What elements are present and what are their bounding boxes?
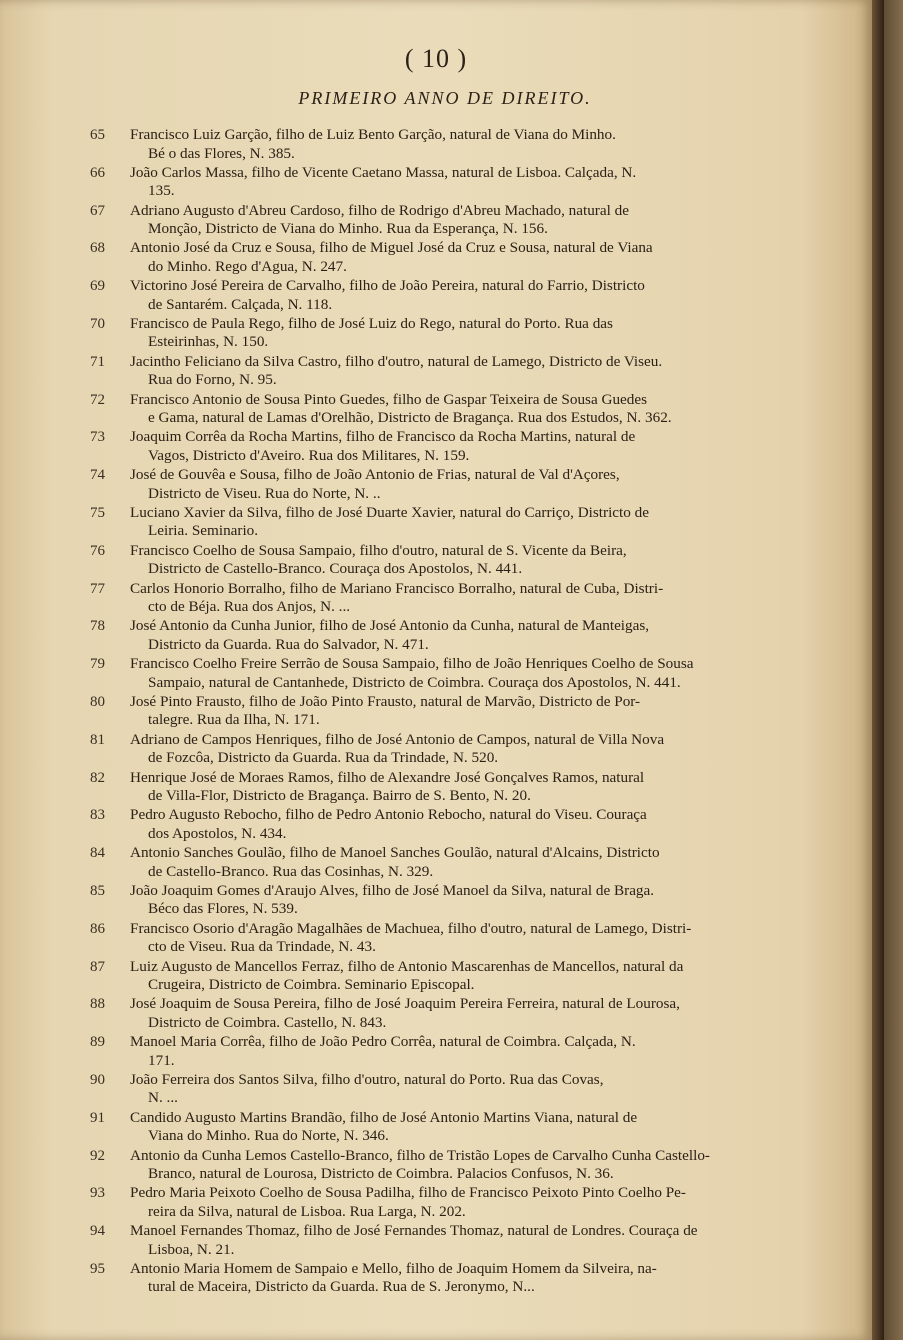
entry-line-1: José Antonio da Cunha Junior, filho de José Antonio da Cunha, natural de Manteigas, bbox=[130, 617, 650, 635]
student-entry bbox=[90, 655, 802, 693]
entry-line-1: Jacintho Feliciano da Silva Castro, filho d'outro, natural de Lamego, Districto de Viseu. bbox=[130, 352, 663, 370]
entry-line-2: e Gama, natural de Lamas d'Orelhão, Districto de Bragança. Rua dos Estudos, N. 362. bbox=[148, 409, 672, 427]
entry-line-1: Luciano Xavier da Silva, filho de José Duarte Xavier, natural do Carriço, Districto de bbox=[130, 503, 649, 521]
entry-line-2: Viana do Minho. Rua do Norte, N. 346. bbox=[148, 1127, 389, 1145]
entry-line-1: Candido Augusto Martins Brandão, filho de José Antonio Martins Viana, natural de bbox=[130, 1108, 638, 1126]
student-entry bbox=[90, 769, 802, 807]
entry-number: 77 bbox=[90, 580, 105, 597]
student-entry bbox=[90, 428, 802, 466]
entry-line-2: reira da Silva, natural de Lisboa. Rua Larga, N. 202. bbox=[148, 1202, 466, 1220]
entry-line-2: Districto de Coimbra. Castello, N. 843. bbox=[148, 1013, 387, 1031]
student-entry bbox=[90, 1109, 802, 1147]
entry-number: 66 bbox=[90, 164, 105, 181]
entry-line-1: Francisco Coelho de Sousa Sampaio, filho d'outro, natural de S. Vicente da Beira, bbox=[130, 541, 627, 559]
entry-number: 76 bbox=[90, 542, 105, 559]
student-entry bbox=[90, 277, 802, 315]
entry-number: 91 bbox=[90, 1109, 105, 1126]
entry-number: 82 bbox=[90, 769, 105, 786]
student-entry bbox=[90, 1184, 802, 1222]
entry-line-2: cto de Viseu. Rua da Trindade, N. 43. bbox=[148, 938, 376, 956]
student-entry bbox=[90, 1071, 802, 1109]
entry-line-1: Victorino José Pereira de Carvalho, filho de João Pereira, natural do Farrio, Districto bbox=[130, 277, 645, 295]
student-entry bbox=[90, 1260, 802, 1298]
entry-line-2: 135. bbox=[148, 182, 175, 200]
entry-number: 80 bbox=[90, 693, 105, 710]
entry-line-2: cto de Béja. Rua dos Anjos, N. ... bbox=[148, 598, 351, 616]
student-entry bbox=[90, 693, 802, 731]
entry-line-2: Esteirinhas, N. 150. bbox=[148, 333, 269, 351]
entry-number: 85 bbox=[90, 882, 105, 899]
student-entry bbox=[90, 580, 802, 618]
entry-number: 84 bbox=[90, 845, 105, 862]
entry-number: 67 bbox=[90, 202, 105, 219]
entry-number: 72 bbox=[90, 391, 105, 408]
entry-line-2: Crugeira, Districto de Coimbra. Seminario Episcopal. bbox=[148, 976, 475, 994]
entry-line-1: Henrique José de Moraes Ramos, filho de Alexandre José Gonçalves Ramos, natural bbox=[130, 768, 645, 786]
entry-line-2: Bé o das Flores, N. 385. bbox=[148, 144, 295, 162]
entry-line-1: Luiz Augusto de Mancellos Ferraz, filho de Antonio Mascarenhas de Mancellos, natural da bbox=[130, 957, 684, 975]
entry-line-1: Antonio Sanches Goulão, filho de Manoel Sanches Goulão, natural d'Alcains, Districto bbox=[130, 844, 660, 862]
student-entry bbox=[90, 882, 802, 920]
entry-line-1: João Joaquim Gomes d'Araujo Alves, filho de José Manoel da Silva, natural de Braga. bbox=[130, 881, 655, 899]
student-entry bbox=[90, 617, 802, 655]
entry-line-1: José Pinto Frausto, filho de João Pinto Frausto, natural de Marvão, Districto de Por- bbox=[130, 692, 641, 710]
entry-line-1: Carlos Honorio Borralho, filho de Mariano Francisco Borralho, natural de Cuba, Distri- bbox=[130, 579, 664, 597]
entry-number: 74 bbox=[90, 467, 105, 484]
entry-line-2: de Fozcôa, Districto da Guarda. Rua da Trindade, N. 520. bbox=[148, 749, 499, 767]
entry-line-2: Sampaio, natural de Cantanhede, Districto de Coimbra. Couraça dos Apostolos, N. 441. bbox=[148, 673, 681, 691]
student-entry bbox=[90, 164, 802, 202]
entry-number: 65 bbox=[90, 127, 105, 143]
entry-line-2: de Villa-Flor, Districto de Bragança. Bairro de S. Bento, N. 20. bbox=[148, 787, 531, 805]
entry-number: 81 bbox=[90, 731, 105, 748]
entry-line-1: Francisco Coelho Freire Serrão de Sousa Sampaio, filho de João Henriques Coelho de Sousa bbox=[130, 655, 694, 673]
next-page-edge bbox=[884, 0, 903, 1340]
entry-number: 68 bbox=[90, 240, 105, 257]
entry-number: 88 bbox=[90, 996, 105, 1013]
page-heading: PRIMEIRO ANNO DE DIREITO. bbox=[298, 88, 592, 108]
student-entry bbox=[90, 315, 802, 353]
entry-line-2: Béco das Flores, N. 539. bbox=[148, 900, 298, 918]
page-number: ( 10 ) bbox=[404, 44, 468, 73]
entry-line-1: Antonio Maria Homem de Sampaio e Mello, filho de Joaquim Homem da Silveira, na- bbox=[130, 1259, 657, 1277]
entry-line-1: Adriano de Campos Henriques, filho de José Antonio de Campos, natural de Villa Nova bbox=[130, 730, 665, 748]
entry-number: 89 bbox=[90, 1034, 105, 1051]
entry-line-2: Districto de Viseu. Rua do Norte, N. .. bbox=[148, 484, 381, 502]
student-entry bbox=[90, 920, 802, 958]
entry-number: 83 bbox=[90, 807, 105, 824]
entry-line-1: Francisco de Paula Rego, filho de José Luiz do Rego, natural do Porto. Rua das bbox=[130, 314, 613, 332]
entry-line-1: José de Gouvêa e Sousa, filho de João Antonio de Frias, natural de Val d'Açores, bbox=[130, 466, 620, 484]
entry-line-2: N. ... bbox=[148, 1089, 178, 1107]
entry-line-2: 171. bbox=[148, 1051, 175, 1069]
entry-line-1: Adriano Augusto d'Abreu Cardoso, filho de Rodrigo d'Abreu Machado, natural de bbox=[130, 201, 629, 219]
entry-line-1: Pedro Maria Peixoto Coelho de Sousa Padilha, filho de Francisco Peixoto Pinto Coelho Pe- bbox=[130, 1184, 686, 1202]
entry-line-2: Rua do Forno, N. 95. bbox=[148, 371, 277, 389]
student-entry bbox=[90, 1222, 802, 1260]
entry-line-2: tural de Maceira, Districto da Guarda. Rua de S. Jeronymo, N... bbox=[148, 1278, 535, 1296]
entry-line-2: do Minho. Rego d'Agua, N. 247. bbox=[148, 257, 347, 275]
entry-line-1: João Carlos Massa, filho de Vicente Caetano Massa, natural de Lisboa. Calçada, N. bbox=[130, 163, 637, 181]
entry-line-2: Monção, Districto de Viana do Minho. Rua da Esperança, N. 156. bbox=[148, 220, 548, 238]
entry-line-1: Antonio da Cunha Lemos Castello-Branco, filho de Tristão Lopes de Carvalho Cunha Castello- bbox=[130, 1146, 710, 1164]
entry-line-1: Antonio José da Cruz e Sousa, filho de Miguel José da Cruz e Sousa, natural de Viana bbox=[130, 239, 653, 257]
entry-number: 90 bbox=[90, 1071, 105, 1088]
student-entry bbox=[90, 806, 802, 844]
entry-line-2: dos Apostolos, N. 434. bbox=[148, 824, 287, 842]
entry-line-2: Leiria. Seminario. bbox=[148, 522, 259, 540]
student-entry bbox=[90, 353, 802, 391]
student-entry bbox=[90, 958, 802, 996]
entry-number: 78 bbox=[90, 618, 105, 635]
entry-line-2: Districto da Guarda. Rua do Salvador, N. 471. bbox=[148, 635, 429, 653]
entry-number: 79 bbox=[90, 656, 105, 673]
student-entry bbox=[90, 542, 802, 580]
entry-line-1: Pedro Augusto Rebocho, filho de Pedro Antonio Rebocho, natural do Viseu. Couraça bbox=[130, 806, 647, 824]
entry-line-2: Lisboa, N. 21. bbox=[148, 1240, 235, 1258]
student-entry bbox=[90, 844, 802, 882]
entry-line-2: Vagos, Districto d'Aveiro. Rua dos Militares, N. 159. bbox=[148, 446, 470, 464]
entry-number: 93 bbox=[90, 1185, 105, 1202]
student-entry bbox=[90, 995, 802, 1033]
student-entry bbox=[90, 391, 802, 429]
entry-line-2: de Castello-Branco. Rua das Cosinhas, N. 329. bbox=[148, 862, 434, 880]
entry-number: 70 bbox=[90, 315, 105, 332]
entry-line-1: Manoel Maria Corrêa, filho de João Pedro Corrêa, natural de Coimbra. Calçada, N. bbox=[130, 1033, 636, 1051]
student-entry bbox=[90, 1033, 802, 1071]
entry-line-1: Francisco Osorio d'Aragão Magalhães de Machuea, filho d'outro, natural de Lamego, Distri- bbox=[130, 919, 692, 937]
entry-number: 69 bbox=[90, 278, 105, 295]
entry-number: 95 bbox=[90, 1260, 105, 1277]
student-entry bbox=[90, 1147, 802, 1185]
entry-line-1: Francisco Antonio de Sousa Pinto Guedes, filho de Gaspar Teixeira de Sousa Guedes bbox=[130, 390, 648, 408]
entry-line-2: Districto de Castello-Branco. Couraça dos Apostolos, N. 441. bbox=[148, 560, 523, 578]
entry-number: 73 bbox=[90, 429, 105, 446]
entry-line-2: de Santarém. Calçada, N. 118. bbox=[148, 295, 333, 313]
student-entry bbox=[90, 126, 802, 164]
entry-line-1: Manoel Fernandes Thomaz, filho de José Fernandes Thomaz, natural de Londres. Couraça de bbox=[130, 1222, 698, 1240]
entry-line-2: talegre. Rua da Ilha, N. 171. bbox=[148, 711, 320, 729]
student-entry bbox=[90, 731, 802, 769]
student-entry bbox=[90, 239, 802, 277]
student-entry bbox=[90, 466, 802, 504]
entry-line-2: Branco, natural de Lourosa, Districto de Coimbra. Palacios Confusos, N. 36. bbox=[148, 1165, 614, 1183]
entry-line-1: José Joaquim de Sousa Pereira, filho de José Joaquim Pereira Ferreira, natural de Lourosa, bbox=[130, 995, 680, 1013]
entry-number: 86 bbox=[90, 920, 105, 937]
entry-number: 71 bbox=[90, 353, 105, 370]
entry-number: 94 bbox=[90, 1223, 105, 1240]
student-entry bbox=[90, 202, 802, 240]
entry-number: 75 bbox=[90, 504, 105, 521]
entry-number: 92 bbox=[90, 1147, 105, 1164]
entry-number: 87 bbox=[90, 958, 105, 975]
entry-line-1: Francisco Luiz Garção, filho de Luiz Bento Garção, natural de Viana do Minho. bbox=[130, 126, 616, 143]
entry-line-1: João Ferreira dos Santos Silva, filho d'outro, natural do Porto. Rua das Covas, bbox=[130, 1070, 604, 1088]
student-entry bbox=[90, 504, 802, 542]
student-list bbox=[90, 126, 802, 1298]
entry-line-1: Joaquim Corrêa da Rocha Martins, filho de Francisco da Rocha Martins, natural de bbox=[130, 428, 636, 446]
